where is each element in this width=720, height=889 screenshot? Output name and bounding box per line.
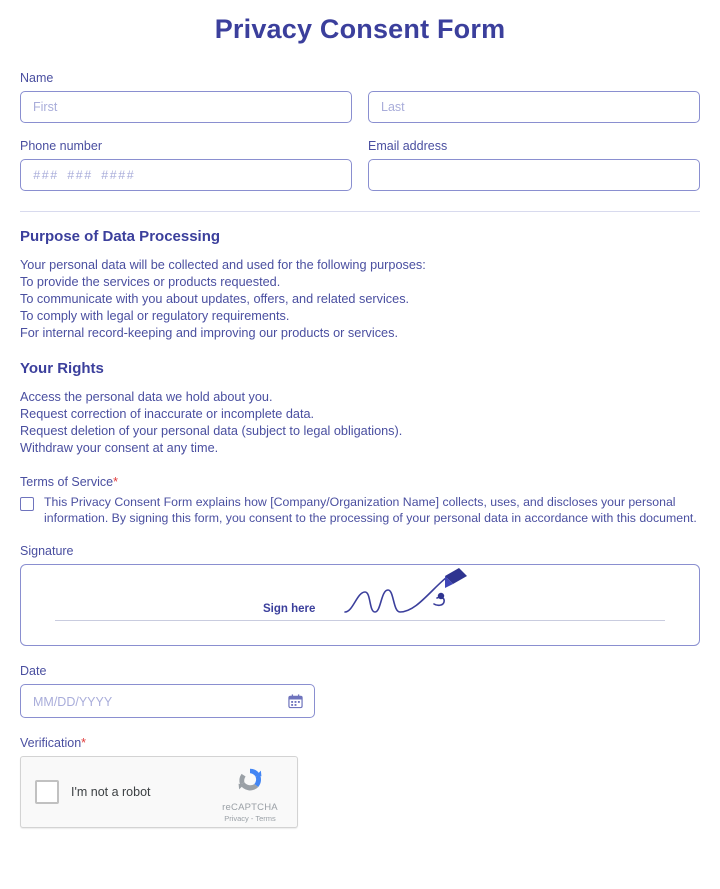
signature-section — [20, 544, 700, 646]
terms-checkbox[interactable] — [20, 497, 34, 511]
date-label: Date — [20, 664, 47, 678]
verification-label-text: Verification — [20, 736, 82, 750]
divider — [20, 211, 700, 212]
recaptcha-logo-icon — [213, 765, 287, 800]
name-field-group — [20, 71, 700, 123]
required-marker: * — [81, 736, 87, 750]
date-input[interactable] — [20, 684, 315, 718]
phone-label: Phone number — [20, 139, 103, 153]
terms-label — [20, 475, 700, 489]
purpose-line: To communicate with you about updates, offers, and related services. — [20, 292, 410, 306]
calendar-icon[interactable] — [288, 694, 303, 709]
purpose-line: To comply with legal or regulatory requirements. — [20, 309, 290, 323]
recaptcha-label: I'm not a robot — [71, 785, 151, 799]
first-name-input[interactable] — [20, 91, 352, 123]
rights-heading: Your Rights — [20, 360, 104, 377]
recaptcha-branding — [213, 765, 287, 823]
name-label: Name — [20, 71, 54, 85]
phone-input[interactable] — [20, 159, 352, 191]
terms-checkbox-text: This Privacy Consent Form explains how [Company/Organization Name] collects, uses, and discloses your personal information. By signing this form, you consent to the processing of your personal data in accordance with this document. — [44, 495, 697, 525]
purpose-section — [20, 228, 700, 342]
purpose-line: To provide the services or products requested. — [20, 275, 281, 289]
purpose-line: For internal record-keeping and improving our products or services. — [20, 326, 398, 340]
verification-section — [20, 736, 700, 828]
signature-pen-icon — [341, 568, 471, 631]
signature-hint: Sign here — [263, 603, 316, 615]
verification-label — [20, 736, 700, 750]
privacy-consent-form — [0, 14, 720, 828]
purpose-heading: Purpose of Data Processing — [20, 228, 221, 245]
email-label: Email address — [368, 139, 448, 153]
date-section — [20, 664, 700, 718]
rights-line: Access the personal data we hold about you. — [20, 390, 273, 404]
terms-label-text: Terms of Service — [20, 475, 114, 489]
contact-field-group — [20, 139, 700, 191]
rights-line: Request deletion of your personal data (subject to legal obligations). — [20, 424, 403, 438]
signature-label: Signature — [20, 544, 74, 558]
recaptcha-checkbox[interactable] — [35, 780, 59, 804]
signature-canvas[interactable] — [20, 564, 700, 646]
required-marker: * — [113, 475, 118, 489]
rights-line: Withdraw your consent at any time. — [20, 441, 219, 455]
recaptcha-brand-name: reCAPTCHA — [222, 802, 278, 813]
rights-line: Request correction of inaccurate or incomplete data. — [20, 407, 315, 421]
recaptcha-legal-links[interactable]: Privacy - Terms — [224, 814, 276, 823]
last-name-input[interactable] — [368, 91, 700, 123]
recaptcha-widget[interactable] — [20, 756, 298, 828]
page-title: Privacy Consent Form — [214, 14, 506, 44]
terms-section — [20, 475, 700, 526]
purpose-intro: Your personal data will be collected and used for the following purposes: — [20, 258, 426, 272]
email-input[interactable] — [368, 159, 700, 191]
rights-section — [20, 360, 700, 457]
